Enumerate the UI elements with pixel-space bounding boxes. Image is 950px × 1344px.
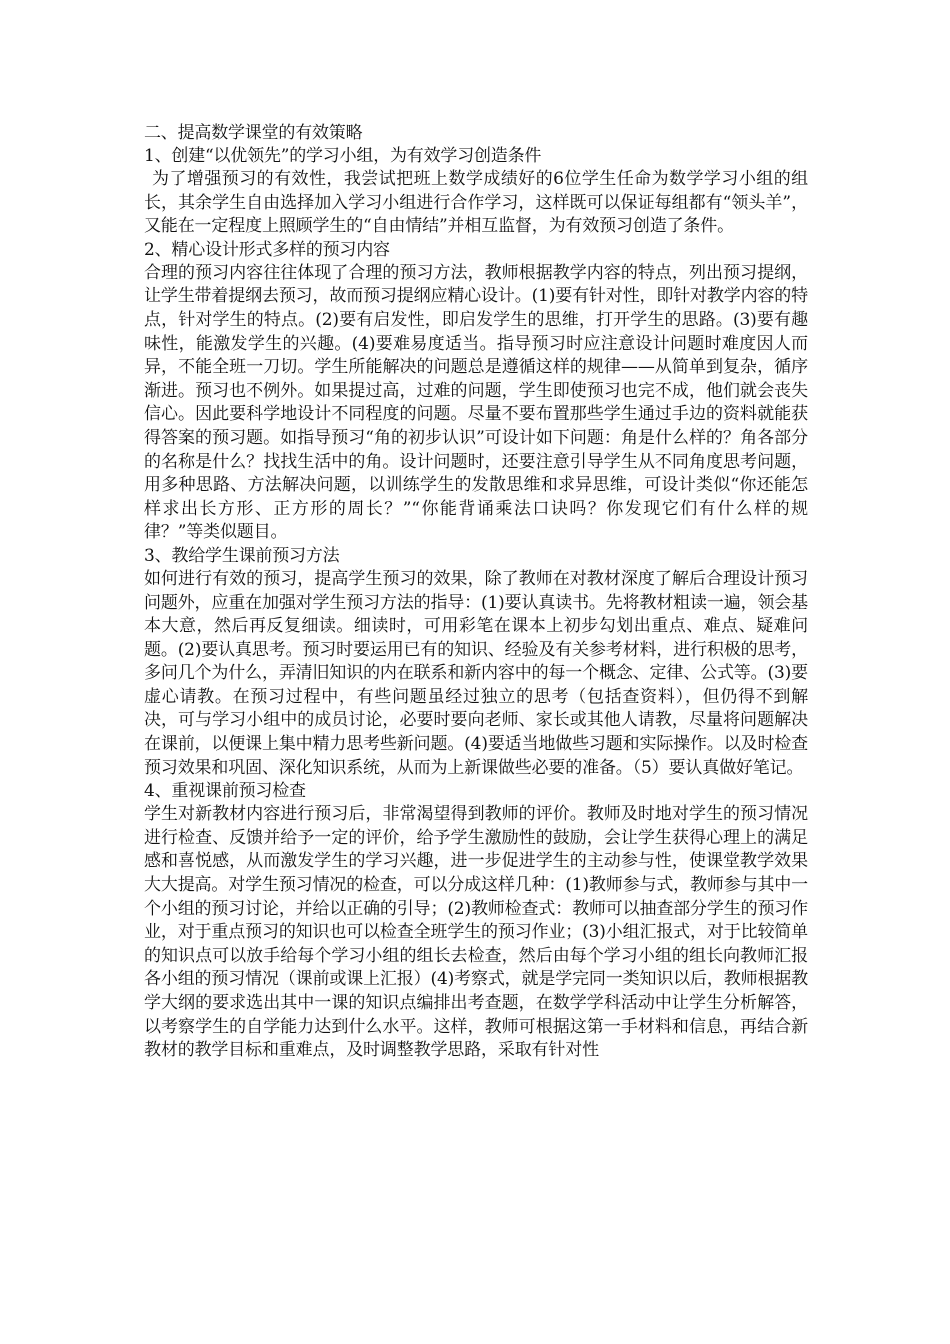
section-body-4: 学生对新教材内容进行预习后，非常渴望得到教师的评价。教师及时地对学生的预习情况进行检查、反馈并给予一定的评价，给予学生激励性的鼓励，会让学生获得心理上的满足感和喜悦感，从而激发学生的学习兴趣，进一步促进学生的主动参与性，使课堂教学效果大大提高。对学生预习情况的检查，可以分成这样几种：(1)教师参与式，教师参与其中一个小组的预习讨论，并给以正确的引导；(2)教师检查式：教师可以抽查部分学生的预习作业，对于重点预习的知识也可以检查全班学生的预习作业；(3)小组汇报式，对于比较简单的知识点可以放手给每个学习小组的组长去检查，然后由每个学习小组的组长向教师汇报各小组的预习情况（课前或课上汇报）(4)考察式，就是学完同一类知识以后，教师根据教学大纲的要求选出其中一课的知识点编排出考查题，在数学学科活动中让学生分析解答，以考察学生的自学能力达到什么水平。这样，教师可根据这第一手材料和信息，再结合新教材的教学目标和重难点，及时调整教学思路，采取有针对性: [144, 804, 808, 1061]
document-title: 二、提高数学课堂的有效策略: [144, 123, 363, 143]
section-heading-1: 1、创建“以优领先”的学习小组，为有效学习创造条件: [144, 146, 542, 166]
section-body-2: 合理的预习内容往往体现了合理的预习方法，教师根据教学内容的特点，列出预习提纲，让学生带着提纲去预习，故而预习提纲应精心设计。(1)要有针对性，即针对教学内容的特点，针对学生的特点。(2)要有启发性，即启发学生的思维，打开学生的思路。(3)要有趣味性，能激发学生的兴趣。(4)要难易度适当。指导预习时应注意设计问题时难度因人而异，不能全班一刀切。学生所能解决的问题总是遵循这样的规律——从简单到复杂，循序渐进。预习也不例外。如果提过高，过难的问题，学生即使预习也完不成，他们就会丧失信心。因此要科学地设计不同程度的问题。尽量不要布置那些学生通过手边的资料就能获得答案的预习题。如指导预习“角的初步认识”可设计如下问题：角是什么样的？角各部分的名称是什么？找找生活中的角。设计问题时，还要注意引导学生从不同角度思考问题，用多种思路、方法解决问题，以训练学生的发散思维和求异思维，可设计类似“你还能怎样求出长方形、正方形的周长？”“你能背诵乘法口诀吗？你发现它们有什么样的规律？”等类似题目。: [144, 262, 808, 543]
section-body-3: 如何进行有效的预习，提高学生预习的效果，除了教师在对教材深度了解后合理设计预习问题外，应重在加强对学生预习方法的指导：(1)要认真读书。先将教材粗读一遍，领会基本大意，然后再反复细读。细读时，可用彩笔在课本上初步勾划出重点、难点、疑难问题。(2)要认真思考。预习时要运用已有的知识、经验及有关参考材料，进行积极的思考，多问几个为什么，弄清旧知识的内在联系和新内容中的每一个概念、定律、公式等。(3)要虚心请教。在预习过程中，有些问题虽经过独立的思考（包括查资料），但仍得不到解决，可与学习小组中的成员讨论，必要时要向老师、家长或其他人请教，尽量将问题解决在课前，以便课上集中精力思考些新问题。(4)要适当地做些习题和实际操作。以及时检查预习效果和巩固、深化知识系统，从而为上新课做些必要的准备。（5）要认真做好笔记。: [144, 568, 808, 778]
section-heading-4: 4、重视课前预习检查: [144, 781, 306, 802]
section-heading-3: 3、教给学生课前预习方法: [144, 545, 340, 566]
section-body-1: 为了增强预习的有效性，我尝试把班上数学成绩好的6位学生任命为数学学习小组的组长，其余学生自由选择加入学习小组进行合作学习，这样既可以保证每组都有“领头羊”，又能在一定程度上照顾学生的“自由情结”并相互监督，为有效预习创造了条件。: [144, 169, 808, 237]
section-heading-2: 2、精心设计形式多样的预习内容: [144, 239, 390, 260]
document-page: [144, 122, 808, 1063]
